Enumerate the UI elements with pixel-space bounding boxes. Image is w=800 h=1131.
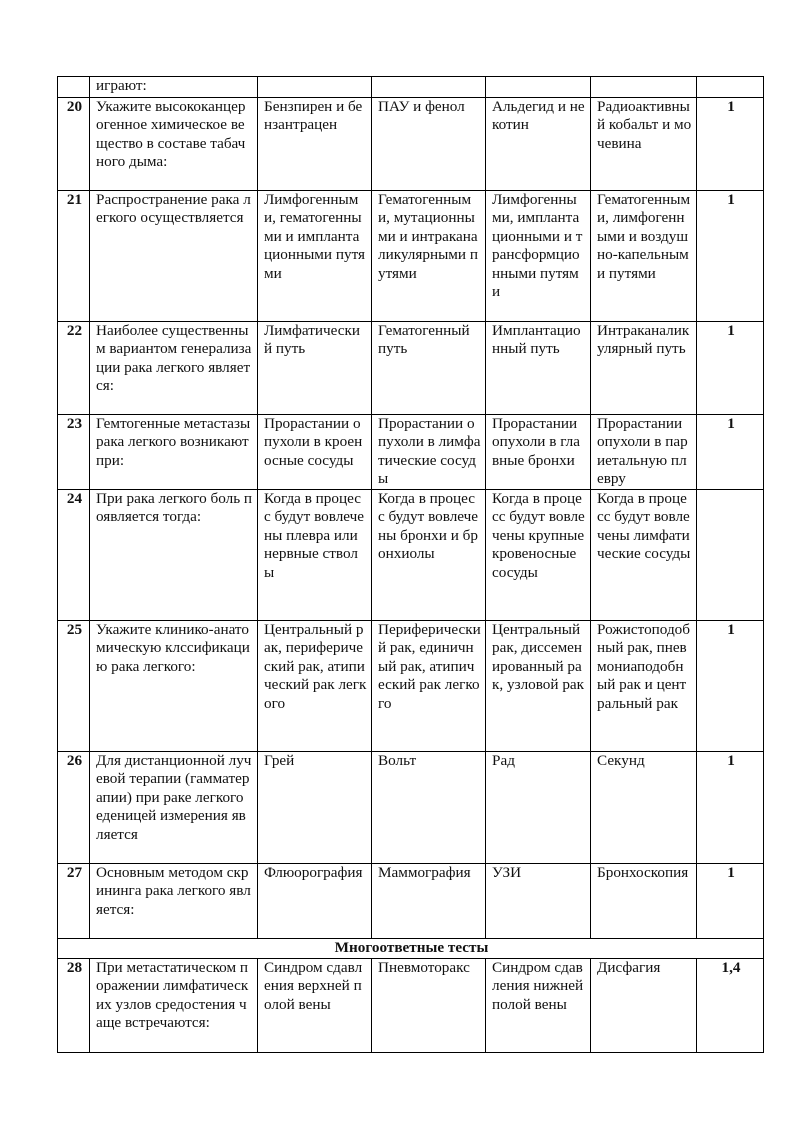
- option-cell: Пневмоторакс: [372, 959, 486, 1053]
- table-row: [58, 322, 764, 415]
- option-cell: Дисфагия: [591, 959, 697, 1053]
- option-cell: Рад: [486, 752, 591, 864]
- option-cell: Прорастании опухоли в главные бронхи: [486, 415, 591, 490]
- question-cell: Наиболее существенным вариантом генерализации рака легкого является:: [90, 322, 258, 415]
- table-row: [58, 77, 764, 98]
- option-cell: Когда в процесс будут вовлечены лимфатические сосуды: [591, 490, 697, 621]
- option-cell: Вольт: [372, 752, 486, 864]
- answer-cell: 1: [697, 752, 764, 864]
- table-body: [58, 77, 764, 1053]
- answer-cell: 1: [697, 864, 764, 939]
- section-title: Многоответные тесты: [58, 939, 764, 959]
- option-cell: [486, 77, 591, 98]
- option-cell: Радиоактивный кобальт и мочевина: [591, 98, 697, 191]
- option-cell: Периферический рак, единичный рак, атипический рак легкого: [372, 621, 486, 752]
- option-cell: Грей: [258, 752, 372, 864]
- section-row: [58, 939, 764, 959]
- question-cell: играют:: [90, 77, 258, 98]
- answer-cell: 1: [697, 191, 764, 322]
- table-row: [58, 621, 764, 752]
- option-cell: Бронхоскопия: [591, 864, 697, 939]
- option-cell: Синдром сдавления нижней полой вены: [486, 959, 591, 1053]
- document-page: [57, 76, 763, 1053]
- num-cell: 25: [58, 621, 90, 752]
- answer-cell: 1: [697, 621, 764, 752]
- option-cell: Синдром сдавления верхней полой вены: [258, 959, 372, 1053]
- option-cell: Центральный рак, диссеменированный рак, узловой рак: [486, 621, 591, 752]
- answer-cell: 1: [697, 415, 764, 490]
- answer-cell: [697, 77, 764, 98]
- option-cell: Гематогенный путь: [372, 322, 486, 415]
- option-cell: Лимфатический путь: [258, 322, 372, 415]
- answer-cell: 1: [697, 98, 764, 191]
- answer-cell: [697, 490, 764, 621]
- question-cell: Основным методом скрининга рака легкого является:: [90, 864, 258, 939]
- num-cell: 20: [58, 98, 90, 191]
- option-cell: Когда в процесс будут вовлечены бронхи и бронхиолы: [372, 490, 486, 621]
- option-cell: Центральный рак, периферический рак, атипический рак легкого: [258, 621, 372, 752]
- question-cell: Распространение рака легкого осуществляется: [90, 191, 258, 322]
- table-row: [58, 864, 764, 939]
- option-cell: ПАУ и фенол: [372, 98, 486, 191]
- num-cell: 27: [58, 864, 90, 939]
- option-cell: Имплантационный путь: [486, 322, 591, 415]
- num-cell: 24: [58, 490, 90, 621]
- num-cell: 23: [58, 415, 90, 490]
- option-cell: Гематогенными, лимфогенными и воздушно-капельными путями: [591, 191, 697, 322]
- option-cell: [258, 77, 372, 98]
- option-cell: Рожистоподобный рак, пневмониаподобный рак и центральный рак: [591, 621, 697, 752]
- question-cell: При метастатическом поражении лимфатических узлов средостения чаще встречаются:: [90, 959, 258, 1053]
- option-cell: Бензпирен и бензантрацен: [258, 98, 372, 191]
- option-cell: Когда в процесс будут вовлечены плевра или нервные стволы: [258, 490, 372, 621]
- option-cell: Когда в процесс будут вовлечены крупные кровеносные сосуды: [486, 490, 591, 621]
- question-cell: Укажите клинико-анатомическую клссификацию рака легкого:: [90, 621, 258, 752]
- option-cell: Лимфогенными, гематогенными и имплантационными путями: [258, 191, 372, 322]
- option-cell: УЗИ: [486, 864, 591, 939]
- table-row: [58, 490, 764, 621]
- question-cell: Для дистанционной лучевой терапии (гамматерапии) при раке легкого еденицей измерения является: [90, 752, 258, 864]
- table-row: [58, 415, 764, 490]
- table-row: [58, 191, 764, 322]
- option-cell: Маммография: [372, 864, 486, 939]
- table-row: [58, 98, 764, 191]
- option-cell: Интраканаликулярный путь: [591, 322, 697, 415]
- option-cell: Гематогенными, мутационными и интраканаликулярными путями: [372, 191, 486, 322]
- num-cell: 22: [58, 322, 90, 415]
- option-cell: Лимфогенными, имплантационными и трансформционными путями: [486, 191, 591, 322]
- option-cell: [591, 77, 697, 98]
- option-cell: Альдегид и некотин: [486, 98, 591, 191]
- table-row: [58, 959, 764, 1053]
- num-cell: 21: [58, 191, 90, 322]
- num-cell: 28: [58, 959, 90, 1053]
- table-row: [58, 752, 764, 864]
- num-cell: [58, 77, 90, 98]
- option-cell: [372, 77, 486, 98]
- option-cell: Прорастании опухоли в париетальную плевру: [591, 415, 697, 490]
- question-cell: Укажите высококанцерогенное химическое вещество в составе табачного дыма:: [90, 98, 258, 191]
- option-cell: Прорастании опухоли в лимфатические сосуды: [372, 415, 486, 490]
- test-table: [57, 76, 764, 1053]
- answer-cell: 1,4: [697, 959, 764, 1053]
- question-cell: При рака легкого боль появляется тогда:: [90, 490, 258, 621]
- num-cell: 26: [58, 752, 90, 864]
- answer-cell: 1: [697, 322, 764, 415]
- option-cell: Флюорография: [258, 864, 372, 939]
- option-cell: Секунд: [591, 752, 697, 864]
- option-cell: Прорастании опухоли в кроеносные сосуды: [258, 415, 372, 490]
- question-cell: Гемтогенные метастазы рака легкого возникают при:: [90, 415, 258, 490]
